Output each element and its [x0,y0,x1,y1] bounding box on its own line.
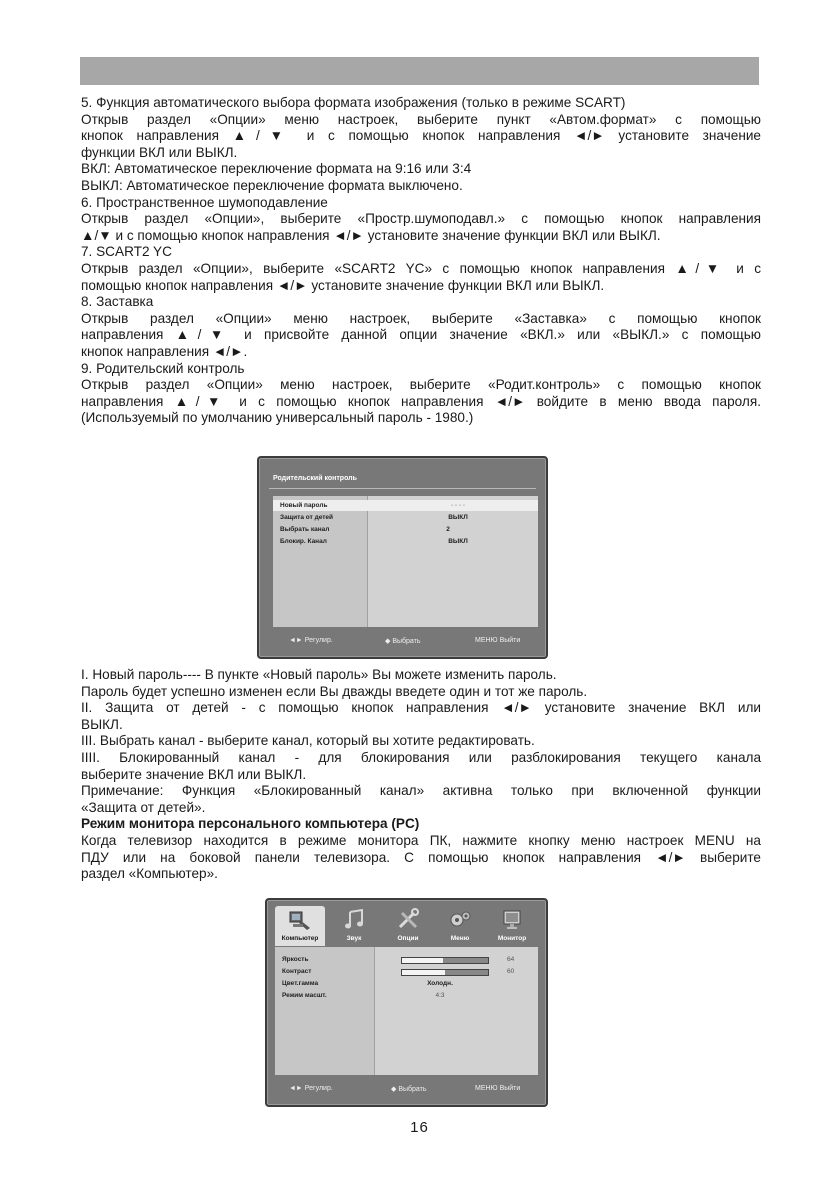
gears-icon [447,908,473,932]
heading-noise-reduction: 6. Пространственное шумоподавление [81,194,328,210]
osd-value-new-password: - - - - [450,502,466,509]
osd-footer [275,1081,538,1097]
osd-tab-bar [273,906,540,946]
text-line: раздел «Компьютер». [81,866,218,882]
heading-parental-control: 9. Родительский контроль [81,360,245,376]
section-parental-details-pc-mode [81,667,761,883]
contrast-bar-fill [402,970,445,975]
tools-icon [395,908,421,932]
osd-row-zoom-mode[interactable]: Режим масшт. [282,992,327,999]
text-line: Когда телевизор находится в режиме монитора ПК, нажмите кнопку меню настроек MENU на [81,832,761,848]
heading-scart2-yc: 7. SCART2 YC [81,244,172,260]
osd-footer [267,633,538,649]
brightness-value: 64 [507,956,515,963]
brightness-bar-fill [402,958,443,963]
text-line: Открыв раздел «Опции» меню настроек, выберите «Заставка» с помощью кнопок [81,310,761,326]
osd-panel [275,947,538,1075]
osd-footer-exit: МЕНЮ Выйти [475,1085,521,1092]
text-line: кнопок направления ◄/►. [81,343,248,359]
text-line: Открыв раздел «Опции», выберите «Простр.шумоподавл.» с помощью кнопок направления [81,211,761,227]
osd-footer-select: ◆ Выбрать [385,638,421,645]
text-line: «Защита от детей». [81,799,206,815]
osd-value-block-channel: ВЫКЛ [448,538,468,545]
heading-screensaver: 8. Заставка [81,294,154,310]
contrast-bar[interactable] [401,969,489,976]
text-line: II. Защита от детей - с помощью кнопок направления ◄/► установите значение ВКЛ или [81,700,761,716]
osd-row-child-lock[interactable]: Защита от детей [280,514,334,521]
tab-menu[interactable] [435,906,485,946]
text-line: направления ▲/▼ и присвойте данной опции значение «ВКЛ.» или «ВЫКЛ.» с помощью [81,327,761,343]
tab-sound[interactable] [329,906,379,946]
monitor-icon [499,908,525,932]
text-line: кнопок направления ▲/▼ и с помощью кнопок направления ◄/► установите значение [81,128,761,144]
osd-value-child-lock: ВЫКЛ [448,514,468,521]
tab-label: Компьютер [281,935,319,942]
contrast-value: 60 [507,968,515,975]
tab-label: Звук [346,935,362,942]
osd-footer-adjust: ◄► Регулир. [289,637,333,644]
osd-parental-control-menu [257,456,548,659]
tab-label: Опции [397,935,419,942]
text-line: IIII. Блокированный канал - для блокирования или разблокирования текущего канала [81,749,761,765]
color-temp-value: Холодн. [427,980,453,987]
osd-pc-menu [265,898,548,1107]
music-note-icon [341,908,367,932]
tab-monitor[interactable] [487,906,537,946]
text-line: Пароль будет успешно изменен если Вы дважды введете один и тот же пароль. [81,683,588,699]
text-line: Примечание: Функция «Блокированный канал» активна только при включенной функции [81,783,761,799]
text-line: III. Выбрать канал - выберите канал, который вы хотите редактировать. [81,733,535,749]
osd-row-color-temp[interactable]: Цвет.гамма [282,980,319,987]
page-number: 16 [410,1119,429,1136]
osd-row-block-channel[interactable]: Блокир. Канал [280,538,327,545]
osd-divider [269,488,536,489]
header-bar [80,57,759,85]
tab-options[interactable] [383,906,433,946]
tab-label: Меню [450,935,470,942]
text-line: Открыв раздел «Опции» меню настроек, выберите «Родит.контроль» с помощью кнопок [81,377,761,393]
text-line: ВКЛ: Автоматическое переключение формата на 9:16 или 3:4 [81,161,472,177]
computer-tab-icon [287,908,313,932]
osd-value-select-channel: 2 [446,526,450,533]
text-line: ВЫКЛ: Автоматическое переключение формата выключено. [81,177,463,193]
heading-auto-format: 5. Функция автоматического выбора формата изображения (только в режиме SCART) [81,95,626,110]
text-line: Открыв раздел «Опции», выберите «SCART2 YC» с помощью кнопок направления ▲/▼ и с [81,260,761,276]
osd-row-brightness[interactable]: Яркость [282,956,309,963]
osd-footer-exit: МЕНЮ Выйти [475,637,521,644]
tab-computer[interactable] [275,906,325,946]
osd-footer-adjust: ◄► Регулир. [289,1085,333,1092]
heading-pc-monitor-mode: Режим монитора персонального компьютера (PC) [81,816,420,832]
text-line: Открыв раздел «Опции» меню настроек, выберите пункт «Автом.формат» с помощью [81,111,761,127]
osd-title: Родительский контроль [273,475,357,482]
osd-row-contrast[interactable]: Контраст [282,968,312,975]
section-auto-format-to-parental [81,95,761,427]
brightness-bar[interactable] [401,957,489,964]
tab-label: Монитор [497,935,527,942]
text-line: помощью кнопок направления ◄/► установите значение функции ВКЛ или ВЫКЛ. [81,277,605,293]
text-line: (Используемый по умолчанию универсальный пароль - 1980.) [81,410,474,426]
text-line: выберите значение ВКЛ или ВЫКЛ. [81,766,307,782]
osd-label-column [275,947,375,1075]
zoom-mode-value: 4:3 [435,992,445,999]
text-line: направления ▲/▼ и с помощью кнопок направления ◄/► войдите в меню ввода пароля. [81,393,761,409]
osd-panel [273,496,538,627]
text-line: функции ВКЛ или ВЫКЛ. [81,144,238,160]
text-line: ▲/▼ и с помощью кнопок направления ◄/► установите значение функции ВКЛ или ВЫКЛ. [81,227,661,243]
osd-row-new-password[interactable]: Новый пароль [280,502,328,509]
osd-footer-select: ◆ Выбрать [391,1086,427,1093]
osd-row-select-channel[interactable]: Выбрать канал [280,526,330,533]
text-line: ВЫКЛ. [81,716,123,732]
osd-value-column [375,947,538,1075]
text-line: I. Новый пароль---- В пункте «Новый пароль» Вы можете изменить пароль. [81,667,557,682]
text-line: ПДУ или на боковой панели телевизора. С помощью кнопок направления ◄/► выберите [81,849,761,865]
